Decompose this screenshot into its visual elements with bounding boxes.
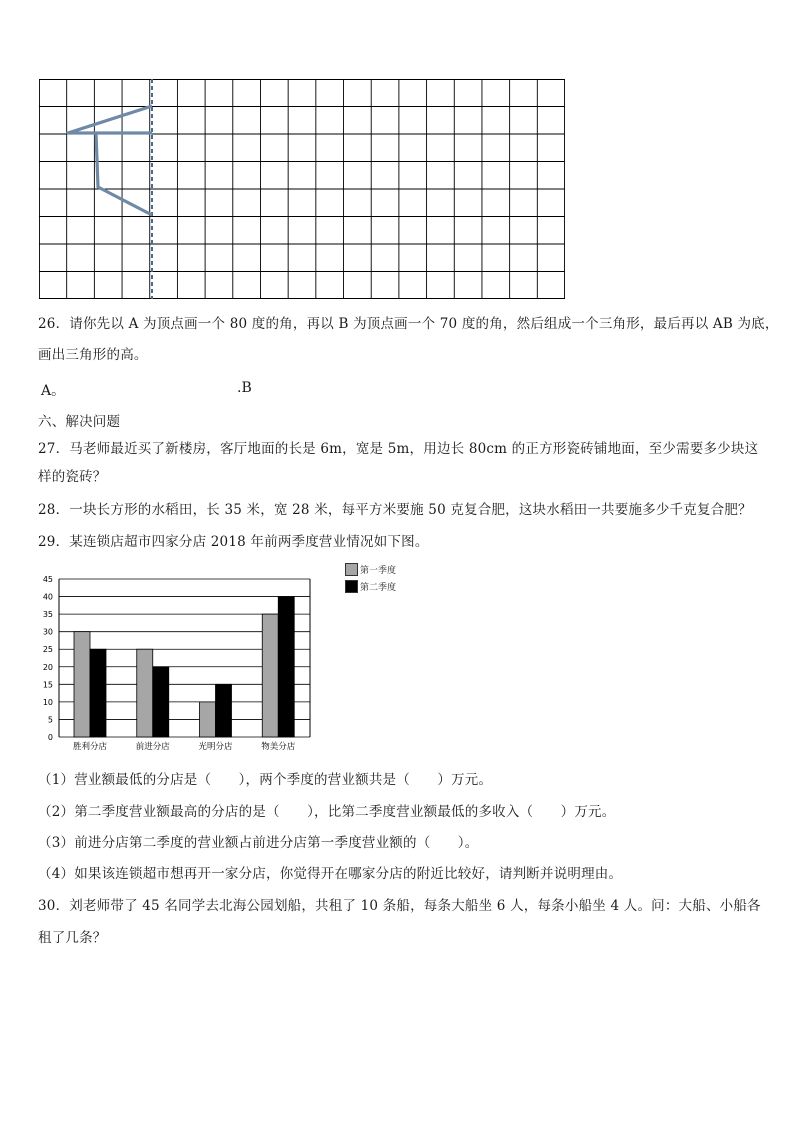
question-27-line2: 样的瓷砖？ bbox=[38, 469, 107, 485]
question-26-line1: 26．请你先以 A 为顶点画一个 80 度的角，再以 B 为顶点画一个 70 度的角，然后组成一个三角形，最后再以 AB 为底， bbox=[38, 316, 779, 332]
question-29-sub4: （4）如果该连锁超市想再开一家分店，你觉得开在哪家分店的附近比较好，请判断并说明理由。 bbox=[38, 866, 623, 882]
bar-q2 bbox=[216, 684, 232, 737]
x-category-label: 胜利分店 bbox=[72, 742, 108, 752]
sales-bar-chart bbox=[30, 563, 320, 758]
bar-q1 bbox=[137, 649, 153, 737]
bar-q2 bbox=[153, 667, 169, 737]
y-tick-label: 30 bbox=[42, 627, 53, 637]
question-27-line1: 27．马老师最近买了新楼房，客厅地面的长是 6m，宽是 5m，用边长 80cm 的正方形瓷砖铺地面，至少需要多少块这 bbox=[38, 441, 759, 457]
x-category-label: 前进分店 bbox=[135, 742, 170, 752]
legend-swatch-q2 bbox=[345, 580, 358, 593]
legend-label-q2: 第二季度 bbox=[360, 583, 397, 593]
y-tick-label: 5 bbox=[47, 715, 53, 725]
section-title: 六、解决问题 bbox=[38, 414, 121, 430]
y-tick-label: 15 bbox=[42, 680, 53, 690]
legend-swatch-q1 bbox=[345, 563, 358, 576]
half-figure-lower bbox=[96, 133, 152, 215]
bar-q1 bbox=[74, 632, 90, 737]
y-tick-label: 45 bbox=[42, 575, 53, 584]
y-tick-label: 35 bbox=[42, 610, 53, 620]
y-tick-label: 40 bbox=[42, 592, 53, 602]
point-b-label: .B bbox=[237, 380, 252, 396]
question-29-intro: 29．某连锁店超市四家分店 2018 年前两季度营业情况如下图。 bbox=[38, 534, 429, 550]
bar-q1 bbox=[200, 702, 216, 737]
point-a-label: A。 bbox=[41, 383, 66, 399]
y-tick-label: 10 bbox=[42, 697, 53, 707]
legend-label-q1: 第一季度 bbox=[360, 566, 397, 576]
question-30-line2: 租了几条？ bbox=[38, 930, 107, 946]
half-figure bbox=[68, 106, 152, 133]
x-category-label: 物美分店 bbox=[261, 742, 296, 752]
bar-q2 bbox=[90, 649, 106, 737]
question-28: 28．一块长方形的水稻田，长 35 米，宽 28 米，每平方米要施 50 克复合肥，这块水稻田一共要施多少千克复合肥？ bbox=[38, 502, 752, 518]
symmetry-grid bbox=[39, 79, 565, 299]
y-tick-label: 25 bbox=[42, 645, 53, 655]
question-30-line1: 30．刘老师带了 45 名同学去北海公园划船，共租了 10 条船，每条大船坐 6 人，每条小船坐 4 人。问：大船、小船各 bbox=[38, 898, 761, 914]
grid-lines bbox=[39, 79, 565, 299]
y-tick-label: 0 bbox=[47, 733, 53, 742]
bar-q1 bbox=[262, 614, 278, 737]
y-tick-label: 20 bbox=[42, 662, 53, 672]
bar-q2 bbox=[278, 597, 294, 737]
question-29-sub1: （1）营业额最低的分店是（ ），两个季度的营业额共是（ ）万元。 bbox=[38, 772, 493, 788]
question-29-sub3: （3）前进分店第二季度的营业额占前进分店第一季度营业额的（ ）。 bbox=[38, 835, 479, 851]
question-26-line2: 画出三角形的高。 bbox=[38, 347, 148, 363]
x-category-label: 光明分店 bbox=[198, 742, 233, 752]
question-29-sub2: （2）第二季度营业额最高的分店的是（ ），比第二季度营业额最低的多收入（ ）万元。 bbox=[38, 804, 616, 820]
